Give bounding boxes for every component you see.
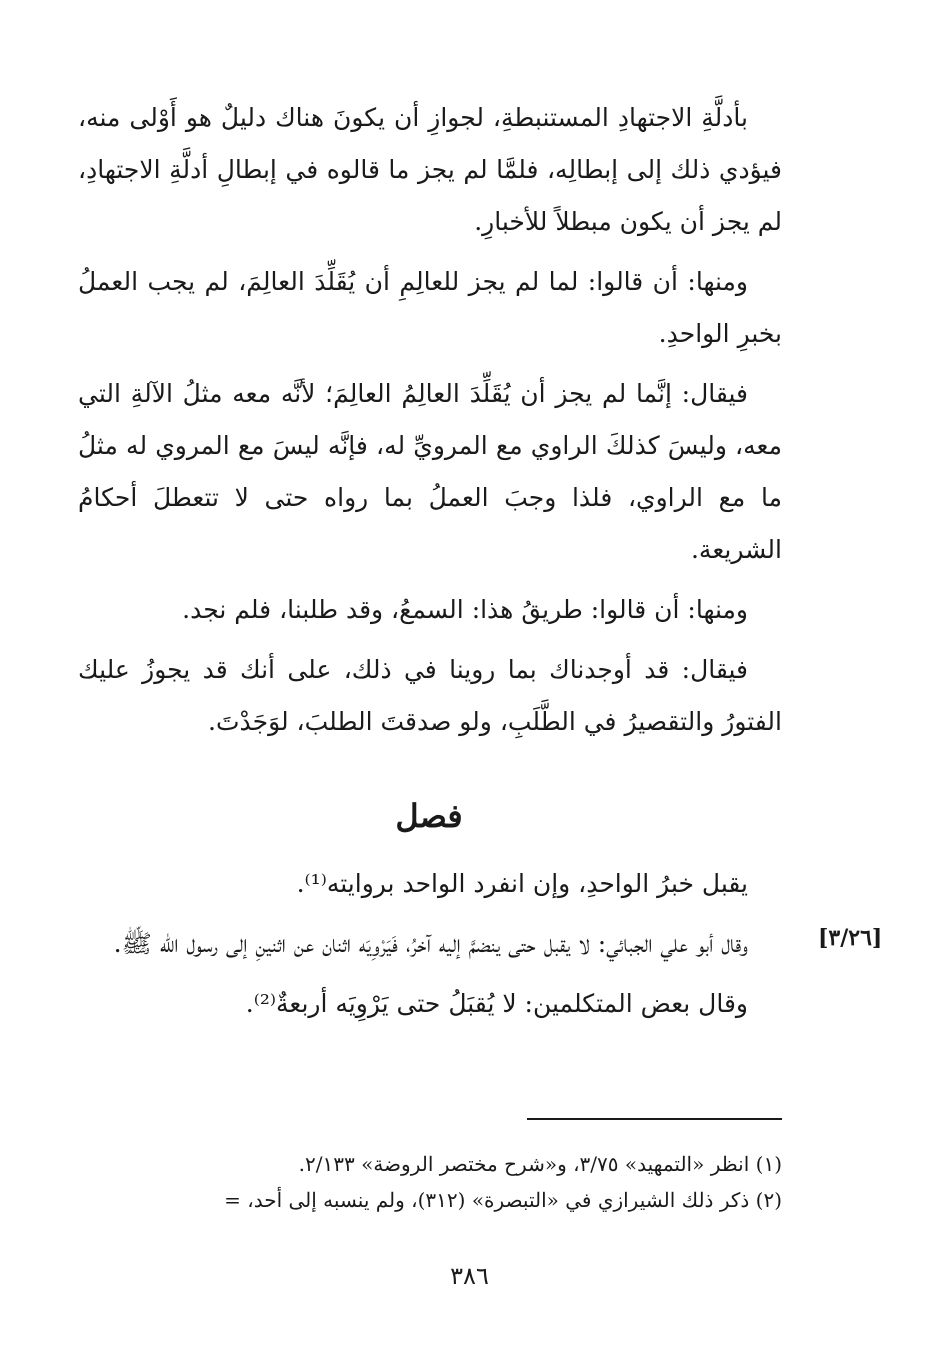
paragraph: فيقال: إنَّما لم يجز أن يُقَلِّدَ العالِمُ العالِمَ؛ لأنَّه معه مثلُ الآلةِ التي معه، وليسَ كذلكَ الراوي مع المرويِّ له، فإنَّه ليسَ مع المروي له مثلُ ما مع الراوي، فلذا وجبَ العملُ بما رواه حتى لا تتعطلَ أحكامُ الشريعة.	[78, 379, 782, 564]
footnotes	[78, 1146, 782, 1218]
paragraph: يقبل خبرُ الواحدِ، وإن انفرد الواحد بروايته⁽¹⁾.	[296, 869, 748, 898]
margin-reference: [٣/٢٦]	[818, 925, 883, 951]
paragraph: بأدلَّةِ الاجتهادِ المستنبطةِ، لجوازِ أن يكونَ هناك دليلٌ هو أَوْلى منه، فيؤدي ذلك إلى إبطالِه، فلمَّا لم يجز ما قالوه في إبطالِ أدلَّةِ الاجتهادِ، لم يجز أن يكون مبطلاً للأخبارِ.	[78, 103, 782, 236]
footnote: (١) انظر «التمهيد» ٣/٧٥، و«شرح مختصر الروضة» ٢/١٣٣.	[298, 1152, 782, 1176]
body-text	[78, 92, 782, 756]
footnote-divider	[527, 1118, 782, 1120]
section-body	[78, 858, 782, 1038]
footnote: (٢) ذكر ذلك الشيرازي في «التبصرة» (٣١٢)، ولم ينسبه إلى أحد، =	[224, 1188, 782, 1212]
page-number: ٣٨٦	[450, 1262, 489, 1290]
section-heading: فصل	[395, 797, 463, 835]
paragraph: ومنها: أن قالوا: طريقُ هذا: السمعُ، وقد طلبنا، فلم نجد.	[182, 595, 748, 624]
paragraph: وقال أبو علي الجبائي: لا يقبل حتى ينضمَّ إليه آخرُ، فَيَرْوِيَه اثنان عن اثنينِ إلى رسول الله ﷺ.	[113, 929, 748, 958]
paragraph: وقال بعض المتكلمين: لا يُقبَلُ حتى يَرْوِيَه أربعةٌ⁽²⁾.	[245, 989, 748, 1018]
paragraph: فيقال: قد أوجدناك بما روينا في ذلك، على أنك قد يجوزُ عليك الفتورُ والتقصيرُ في الطَّلَبِ، ولو صدقتَ الطلبَ، لوَجَدْتَ.	[78, 655, 782, 736]
paragraph: ومنها: أن قالوا: لما لم يجز للعالِمِ أن يُقَلِّدَ العالِمَ، لم يجب العملُ بخبرِ الواحدِ.	[78, 267, 782, 348]
